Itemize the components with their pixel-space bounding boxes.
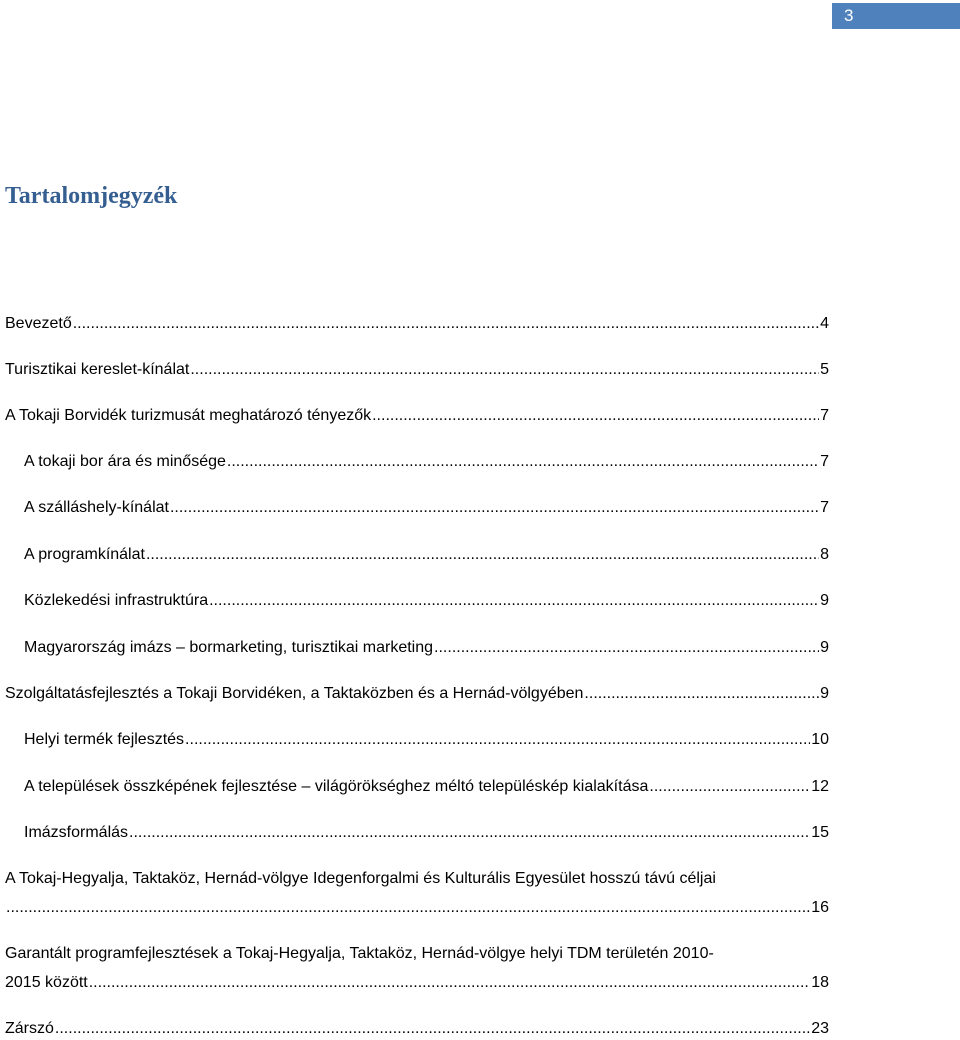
toc-entry-label: A szálláshely-kínálat (24, 499, 169, 516)
toc-leader-dots (584, 683, 819, 705)
toc-leader-dots (209, 590, 819, 612)
toc-entry-label: 2015 között (5, 974, 88, 991)
toc-entry-page: 23 (811, 1020, 829, 1037)
toc-entry-label: Bevezető (5, 315, 72, 332)
toc-entry-page: 12 (811, 778, 829, 795)
toc-entry-label: Magyarország imázs – bormarketing, turisztikai marketing (24, 639, 434, 656)
toc-leader-dots (185, 729, 810, 751)
toc-entry-label: Szolgáltatásfejlesztés a Tokaji Borvidéken, a Taktaközben és a Hernád-völgyében (5, 685, 584, 702)
toc-entry-turisztikai-kereslet[interactable] (5, 359, 829, 381)
toc-entry-tenyezok[interactable] (5, 405, 829, 427)
toc-entry-label: Imázsformálás (24, 824, 129, 841)
toc-leader-dots (129, 822, 810, 844)
toc-entry-page: 9 (820, 685, 829, 702)
toc-entry-egyesulet-line1[interactable]: A Tokaj-Hegyalja, Taktaköz, Hernád-völgye Idegenforgalmi és Kulturális Egyesület hosszú távú céljai (5, 870, 716, 887)
toc-entry-imazsformalas[interactable] (24, 822, 829, 844)
toc-entry-label: Zárszó (5, 1020, 54, 1037)
toc-entry-label: A Tokaji Borvidék turizmusát meghatározó tényezők (5, 407, 372, 424)
toc-entry-page: 4 (820, 315, 829, 332)
toc-leader-dots (73, 313, 819, 335)
toc-leader-dots (227, 451, 819, 473)
toc-entry-page: 5 (820, 361, 829, 378)
toc-entry-bevezeto[interactable] (5, 313, 829, 335)
toc-entry-imazs-marketing[interactable] (24, 637, 829, 659)
toc-entry-label: Helyi termék fejlesztés (24, 731, 185, 748)
toc-entry-szallashely[interactable] (24, 497, 829, 519)
toc-entry-label: Közlekedési infrastruktúra (24, 592, 209, 609)
toc-entry-label: A tokaji bor ára és minősége (24, 453, 226, 470)
toc-entry-page: 7 (820, 407, 829, 424)
toc-leader-dots (89, 972, 810, 994)
toc-leader-dots (372, 405, 819, 427)
toc-entry-page: 7 (820, 499, 829, 516)
toc-entry-szolgaltatasfejlesztes[interactable] (5, 683, 829, 705)
toc-entry-label: A programkínálat (24, 546, 145, 563)
toc-entry-helyi-termek[interactable] (24, 729, 829, 751)
toc-leader-dots (146, 544, 819, 566)
toc-entry-page: 16 (811, 899, 829, 916)
page-number: 3 (844, 6, 854, 25)
toc-entry-page: 7 (820, 453, 829, 470)
toc-leader-dots (434, 637, 819, 659)
toc-title: Tartalomjegyzék (5, 183, 178, 209)
toc-entry-page: 9 (820, 592, 829, 609)
toc-entry-page: 15 (811, 824, 829, 841)
toc-entry-bor-ara[interactable] (24, 451, 829, 473)
toc-entry-page: 10 (811, 731, 829, 748)
toc-leader-dots (190, 359, 819, 381)
toc-entry-telepulesek[interactable] (24, 776, 829, 798)
toc-entry-programkinalat[interactable] (24, 544, 829, 566)
toc-entry-egyesulet[interactable] (5, 897, 829, 919)
toc-entry-label: A települések összképének fejlesztése – világörökséghez méltó településkép kialakítása (24, 778, 649, 795)
toc-entry-kozlekedes[interactable] (24, 590, 829, 612)
toc-entry-garantalt-line1[interactable]: Garantált programfejlesztések a Tokaj-Hegyalja, Taktaköz, Hernád-völgye helyi TDM területén 2010- (5, 945, 714, 962)
toc-entry-page: 18 (811, 974, 829, 991)
toc-entry-garantalt[interactable] (5, 972, 829, 994)
toc-entry-page: 9 (820, 639, 829, 656)
toc-leader-dots (6, 897, 810, 919)
page-number-badge (832, 3, 960, 29)
toc-leader-dots (170, 497, 819, 519)
toc-entry-label: Turisztikai kereslet-kínálat (5, 361, 190, 378)
toc-leader-dots (649, 776, 810, 798)
toc-entry-page: 8 (820, 546, 829, 563)
